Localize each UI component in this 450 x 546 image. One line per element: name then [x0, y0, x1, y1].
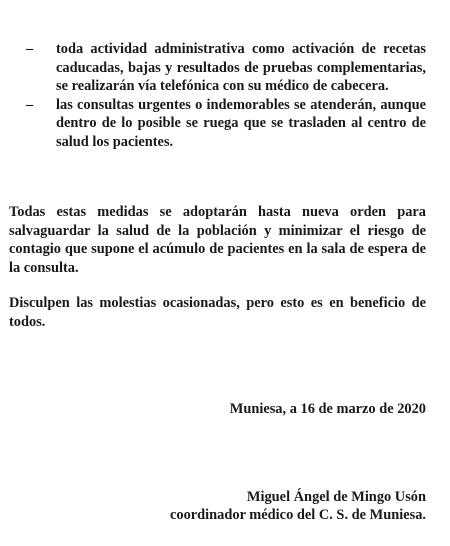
measures-paragraph: Todas estas medidas se adoptarán hasta nueva orden para salvaguardar la salud de la población y minimizar el riesgo de contagio que supone el acúmulo de pacientes en la sala de espera de la consulta. [9, 204, 426, 276]
bullet-item [20, 40, 426, 96]
bullet-text: las consultas urgentes o indemorables se atenderán, aunque dentro de lo posible se ruega que se trasladen al centro de salud los pacientes. [56, 96, 426, 150]
bullet-dash: – [26, 96, 34, 113]
date-line: Muniesa, a 16 de marzo de 2020 [229, 401, 426, 417]
bullet-list [20, 40, 426, 151]
bullet-text: toda actividad administrativa como activación de recetas caducadas, bajas y resultados de pruebas complementarias, se realizarán vía telefónica con su médico de cabecera. [56, 41, 426, 94]
signature-role: coordinador médico del C. S. de Muniesa. [170, 507, 426, 523]
bullet-item [20, 96, 426, 152]
signature-name: Miguel Ángel de Mingo Usón [246, 489, 426, 505]
bullet-dash: – [26, 41, 34, 57]
apology-paragraph: Disculpen las molestias ocasionadas, pero esto es en beneficio de todos. [9, 295, 426, 330]
